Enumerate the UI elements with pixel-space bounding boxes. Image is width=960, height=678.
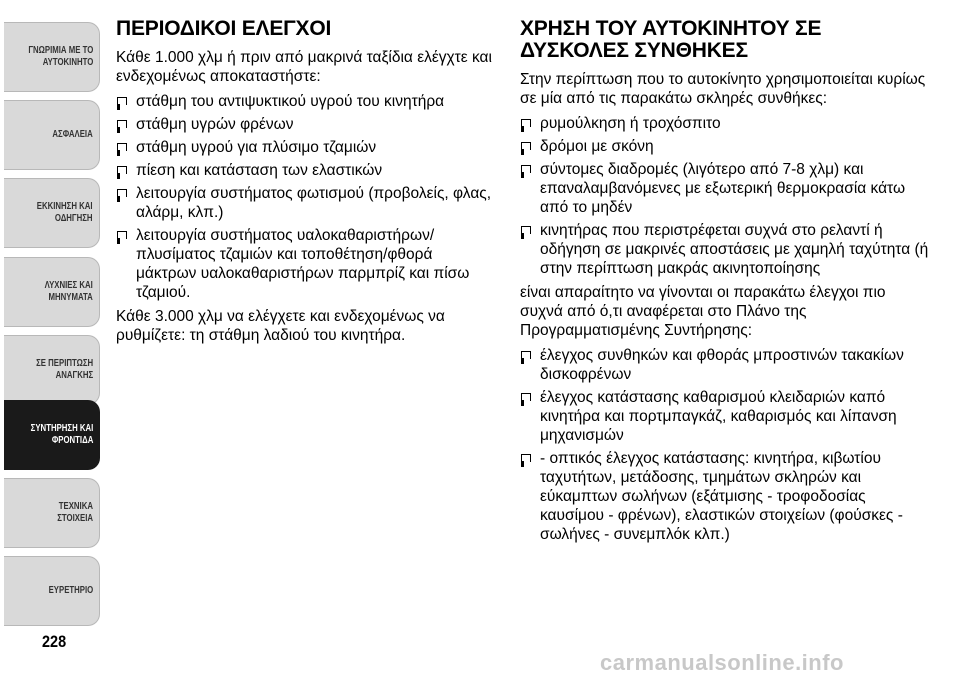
tab-getting-to-know[interactable]: ΓΝΩΡΙΜΙΑ ΜΕ ΤΟ ΑΥΤΟΚΙΝΗΤΟ [4, 22, 100, 92]
list-item: πίεση και κατάσταση των ελαστικών [116, 161, 496, 180]
periodic-checks-section [116, 18, 496, 351]
check-list [116, 92, 496, 302]
chapter-sidebar [0, 0, 103, 678]
list-item: έλεγχος συνθηκών και φθοράς μπροστινών τακακίων δισκοφρένων [520, 346, 930, 384]
checkbox-bullet-icon [521, 226, 531, 234]
checkbox-bullet-icon [117, 120, 127, 128]
section-heading: ΧΡΗΣΗ ΤΟΥ ΑΥΤΟΚΙΝΗΤΟΥ ΣΕ ΔΥΣΚΟΛΕΣ ΣΥΝΘΗΚΕΣ [520, 17, 822, 62]
checkbox-bullet-icon [117, 143, 127, 151]
checkbox-bullet-icon [117, 231, 127, 239]
tab-index[interactable]: ΕΥΡΕΤΗΡΙΟ [4, 556, 100, 626]
middle-text: είναι απαραίτητο να γίνονται οι παρακάτω έλεγχοι πιο συχνά από ό,τι αναφέρεται στο Πλάνο της Προγραμματισμένης Συντήρησης: [520, 284, 886, 339]
tab-emergency[interactable]: ΣΕ ΠΕΡΙΠΤΩΣΗ ΑΝΑΓΚΗΣ [4, 335, 100, 405]
list-item: έλεγχος κατάστασης καθαρισμού κλειδαριών καπό κινητήρα και πορτμπαγκάζ, καθαρισμός και λίπανση μηχανισμών [520, 388, 930, 445]
checkbox-bullet-icon [117, 97, 127, 105]
tab-warning-lights[interactable]: ΛΥΧΝΙΕΣ ΚΑΙ ΜΗΝΥΜΑΤΑ [4, 257, 100, 327]
list-item: σύντομες διαδρομές (λιγότερο από 7-8 χλμ) και επαναλαμβανόμενες με εξωτερική θερμοκρασία κάτω από το μηδέν [520, 160, 930, 217]
tab-starting-driving[interactable]: ΕΚΚΙΝΗΣΗ ΚΑΙ ΟΔΗΓΗΣΗ [4, 178, 100, 248]
checkbox-bullet-icon [117, 166, 127, 174]
list-item: λειτουργία συστήματος φωτισμού (προβολείς, φλας, αλάρμ, κλπ.) [116, 184, 496, 222]
list-item: δρόμοι με σκόνη [520, 137, 930, 156]
list-item: στάθμη υγρών φρένων [116, 115, 496, 134]
page-number: 228 [42, 632, 67, 651]
outro-text: Κάθε 3.000 χλμ να ελέγχετε και ενδεχομένως να ρυθμίζετε: τη στάθμη λαδιού του κινητήρα. [116, 308, 445, 344]
checkbox-bullet-icon [521, 119, 531, 127]
tab-maintenance-care[interactable]: ΣΥΝΤΗΡΗΣΗ ΚΑΙ ΦΡΟΝΤΙΔΑ [4, 400, 100, 470]
list-item: κινητήρας που περιστρέφεται συχνά στο ρελαντί ή οδήγηση σε μακρινές αποστάσεις με χαμηλή ταχύτητα (ή στην περίπτωση μακράς ακινητοποίησης [520, 221, 930, 278]
list-item: στάθμη υγρού για πλύσιμο τζαμιών [116, 138, 496, 157]
checkbox-bullet-icon [521, 142, 531, 150]
list-item: λειτουργία συστήματος υαλοκαθαριστήρων/ πλυσίματος τζαμιών και τοποθέτηση/φθορά μάκτρων υαλοκαθαριστήρων παρμπρίζ και πίσω τζαμιού. [116, 226, 496, 302]
checkbox-bullet-icon [117, 189, 127, 197]
checkbox-bullet-icon [521, 351, 531, 359]
checkbox-bullet-icon [521, 393, 531, 401]
severe-conditions-section [520, 18, 930, 549]
checkbox-bullet-icon [521, 165, 531, 173]
list-item: - οπτικός έλεγχος κατάστασης: κινητήρα, κιβωτίου ταχυτήτων, μετάδοσης, τμημάτων σκληρών και εύκαμπτων σωλήνων (εξάτμισης - τροφοδοσίας καυσίμου - φρένων), ελαστικών στοιχείων (φούσκες - σωλήνες - συνεμπλόκ κλπ.) [520, 449, 930, 544]
checks-list [520, 346, 930, 544]
intro-text: Κάθε 1.000 χλμ ή πριν από μακρινά ταξίδια ελέγχτε και ενδεχομένως αποκαταστήστε: [116, 49, 492, 85]
tab-technical-data[interactable]: ΤΕΧΝΙΚΑ ΣΤΟΙΧΕΙΑ [4, 478, 100, 548]
list-item: στάθμη του αντιψυκτικού υγρού του κινητήρα [116, 92, 496, 111]
watermark: carmanualsonline.info [600, 650, 844, 675]
list-item: ρυμούλκηση ή τροχόσπιτο [520, 114, 930, 133]
tab-safety[interactable]: ΑΣΦΑΛΕΙΑ [4, 100, 100, 170]
intro-text: Στην περίπτωση που το αυτοκίνητο χρησιμοποιείται κυρίως σε μία από τις παρακάτω σκληρές συνθήκες: [520, 71, 926, 107]
checkbox-bullet-icon [521, 454, 531, 462]
section-heading: ΠΕΡΙΟΔΙΚΟΙ ΕΛΕΓΧΟΙ [116, 17, 332, 40]
conditions-list [520, 114, 930, 278]
